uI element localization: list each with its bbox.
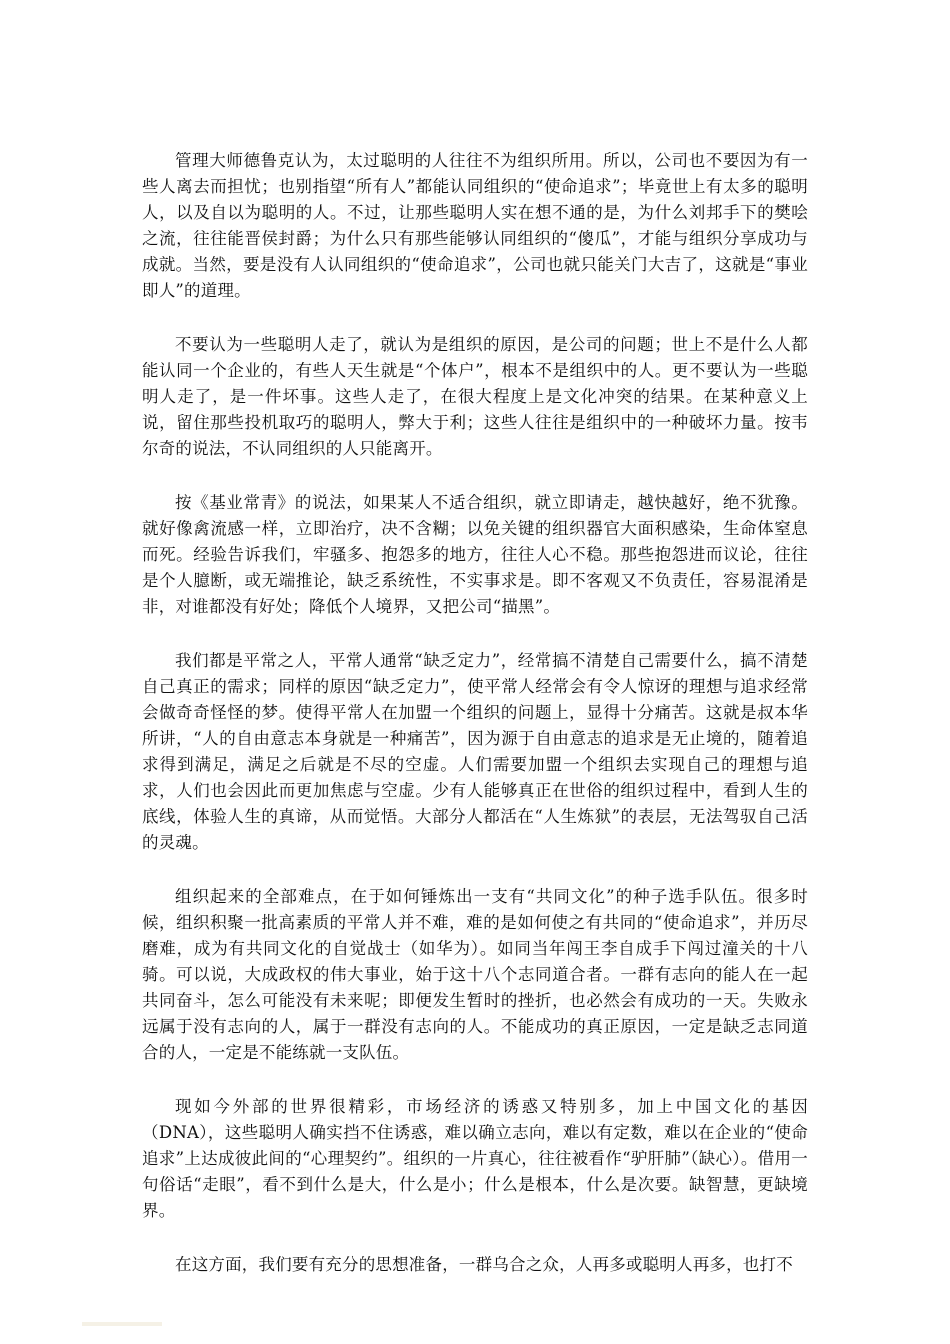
paragraph-5: 组织起来的全部难点，在于如何锤炼出一支有“共同文化”的种子选手队伍。很多时候，组织积聚一批高素质的平常人并不难，难的是如何使之有共同的“使命追求”，并历尽磨难，成为有共同文化的自觉战士（如华为）。如同当年闯王李自成手下闯过潼关的十八骑。可以说，大成政权的伟大事业，始于这十八个志同道合者。一群有志向的能人在一起共同奋斗，怎么可能没有未来呢；即便发生暂时的挫折，也必然会有成功的一天。失败永远属于没有志向的人，属于一群没有志向的人。不能成功的真正原因，一定是缺乏志同道合的人，一定是不能练就一支队伍。	[142, 887, 808, 1062]
paragraph-4: 我们都是平常之人，平常人通常“缺乏定力”，经常搞不清楚自己需要什么，搞不清楚自己真正的需求；同样的原因“缺乏定力”，使平常人经常会有令人惊讶的理想与追求经常会做奇奇怪怪的梦。使得平常人在加盟一个组织的问题上，显得十分痛苦。这就是叔本华所讲，“人的自由意志本身就是一种痛苦”，因为源于自由意志的追求是无止境的，随着追求得到满足，满足之后就是不尽的空虚。人们需要加盟一个组织去实现自己的理想与追求，人们也会因此而更加焦虑与空虚。少有人能够真正在世俗的组织过程中，看到人生的底线，体验人生的真谛，从而觉悟。大部分人都活在“人生炼狱”的表层，无法驾驭自己活的灵魂。	[142, 651, 808, 852]
article-body	[142, 148, 808, 1278]
paragraph-3: 按《基业常青》的说法，如果某人不适合组织，就立即请走，越快越好，绝不犹豫。就好像禽流感一样，立即治疗，决不含糊；以免关键的组织器官大面积感染，生命体窒息而死。经验告诉我们，牢骚多、抱怨多的地方，往往人心不稳。那些抱怨进而议论，往往是个人臆断，或无端推论，缺乏系统性，不实事求是。即不客观又不负责任，容易混淆是非，对谁都没有好处；降低个人境界，又把公司“描黑”。	[142, 493, 808, 616]
paragraph-2: 不要认为一些聪明人走了，就认为是组织的原因，是公司的问题；世上不是什么人都能认同一个企业的，有些人天生就是“个体户”，根本不是组织中的人。更不要认为一些聪明人走了，是一件坏事。这些人走了，在很大程度上是文化冲突的结果。在某种意义上说，留住那些投机取巧的聪明人，弊大于利；这些人往往是组织中的一种破坏力量。按韦尔奇的说法，不认同组织的人只能离开。	[142, 335, 808, 458]
page-footer-mark	[82, 1322, 162, 1326]
paragraph-7: 在这方面，我们要有充分的思想准备，一群乌合之众，人再多或聪明人再多，也打不	[175, 1255, 793, 1274]
paragraph-6: 现如今外部的世界很精彩，市场经济的诱惑又特别多，加上中国文化的基因（DNA），这些聪明人确实挡不住诱惑，难以确立志向，难以有定数，难以在企业的“使命追求”上达成彼此间的“心理契约”。组织的一片真心，往往被看作“驴肝肺”（缺心）。借用一句俗话“走眼”，看不到什么是大，什么是小；什么是根本，什么是次要。缺智慧，更缺境界。	[142, 1097, 808, 1220]
paragraph-1: 管理大师德鲁克认为，太过聪明的人往往不为组织所用。所以，公司也不要因为有一些人离去而担忧；也别指望“所有人”都能认同组织的“使命追求”；毕竟世上有太多的聪明人，以及自以为聪明的人。不过，让那些聪明人实在想不通的是，为什么刘邦手下的樊哙之流，往往能晋侯封爵；为什么只有那些能够认同组织的“傻瓜”，才能与组织分享成功与成就。当然，要是没有人认同组织的“使命追求”，公司也就只能关门大吉了，这就是“事业即人”的道理。	[142, 151, 808, 300]
